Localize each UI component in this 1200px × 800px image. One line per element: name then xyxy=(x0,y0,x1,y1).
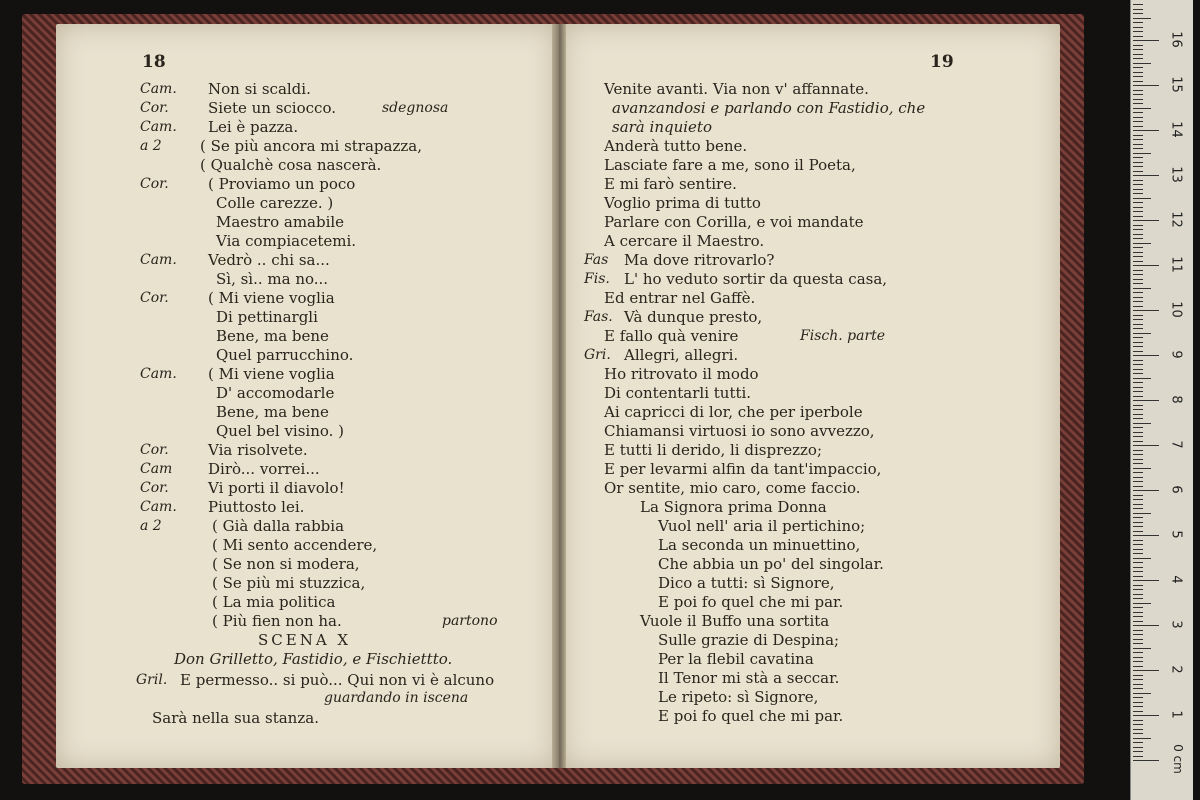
ruler-number: 7 xyxy=(1168,440,1184,449)
ruler-tick xyxy=(1133,567,1143,568)
verse-text: Venite avanti. Via non v' affannate. xyxy=(604,80,869,98)
ruler-tick xyxy=(1133,634,1143,635)
verse-text: ( Se più ancora mi strapazza, xyxy=(200,137,422,155)
ruler-tick xyxy=(1133,324,1143,325)
verse-text: Lei è pazza. xyxy=(208,118,299,136)
ruler-tick xyxy=(1133,756,1143,757)
verse-text: Quel parrucchino. xyxy=(216,346,354,364)
ruler-tick xyxy=(1133,373,1143,374)
ruler-tick xyxy=(1133,594,1143,595)
ruler-number: 6 xyxy=(1168,485,1184,494)
ruler-tick xyxy=(1133,648,1151,649)
ruler-tick xyxy=(1133,751,1143,752)
ruler-tick xyxy=(1133,22,1143,23)
ruler-tick xyxy=(1133,445,1159,446)
ruler-tick xyxy=(1133,490,1159,491)
ruler-tick xyxy=(1133,256,1143,257)
ruler-tick xyxy=(1133,126,1143,127)
ruler-tick xyxy=(1133,720,1143,721)
ruler-tick xyxy=(1133,409,1143,410)
ruler-tick xyxy=(1133,562,1143,563)
ruler-tick xyxy=(1133,243,1151,244)
ruler-tick xyxy=(1133,585,1143,586)
verse-text: Parlare con Corilla, e voi mandate xyxy=(604,213,864,231)
ruler-tick xyxy=(1133,558,1151,559)
ruler-tick xyxy=(1133,472,1143,473)
verse-text: Ed entrar nel Gaffè. xyxy=(604,289,756,307)
ruler-tick xyxy=(1133,261,1143,262)
ruler-tick xyxy=(1133,238,1143,239)
verse-text: Le ripeto: sì Signore, xyxy=(658,688,819,706)
ruler-tick xyxy=(1133,4,1143,5)
ruler-tick xyxy=(1133,522,1143,523)
verse-text: E poi fo quel che mi par. xyxy=(658,593,844,611)
ruler-tick xyxy=(1133,670,1159,671)
verse-text: Bene, ma bene xyxy=(216,327,329,345)
ruler-tick xyxy=(1133,463,1143,464)
ruler-tick xyxy=(1133,657,1143,658)
ruler-tick xyxy=(1133,9,1143,10)
ruler-tick xyxy=(1133,36,1143,37)
ruler-tick xyxy=(1133,180,1143,181)
ruler-tick xyxy=(1133,175,1159,176)
ruler-tick xyxy=(1133,85,1159,86)
ruler-tick xyxy=(1133,684,1143,685)
speaker-label: Fas xyxy=(584,252,609,268)
ruler-tick xyxy=(1133,553,1143,554)
ruler-tick xyxy=(1133,90,1143,91)
ruler-tick xyxy=(1133,679,1143,680)
ruler-tick xyxy=(1133,54,1143,55)
ruler-number: 12 xyxy=(1168,211,1184,228)
verse-text: Di contentarli tutti. xyxy=(604,384,752,402)
ruler-tick xyxy=(1133,117,1143,118)
ruler-tick xyxy=(1133,639,1143,640)
verse-text: E tutti li derido, li disprezzo; xyxy=(604,441,823,459)
ruler-tick xyxy=(1133,333,1151,334)
verse-text: Allegri, allegri. xyxy=(624,346,739,364)
verse-text: ( Più fien non ha. xyxy=(212,612,342,630)
ruler-tick xyxy=(1133,355,1159,356)
verse-text: ( Mi viene voglia xyxy=(208,365,335,383)
ruler-tick xyxy=(1133,184,1143,185)
ruler-tick xyxy=(1133,328,1143,329)
ruler-tick xyxy=(1133,450,1143,451)
ruler-tick xyxy=(1133,607,1143,608)
verse-text: Piuttosto lei. xyxy=(208,498,305,516)
verse-text: Quel bel visino. ) xyxy=(216,422,345,440)
ruler-tick xyxy=(1133,121,1143,122)
verse-text: Ho ritrovato il modo xyxy=(604,365,759,383)
verse-text: ( Proviamo un poco xyxy=(208,175,356,193)
ruler-tick xyxy=(1133,72,1143,73)
ruler-tick xyxy=(1133,207,1143,208)
verse-text: sarà inquieto xyxy=(612,118,712,136)
ruler-tick xyxy=(1133,171,1143,172)
ruler-tick xyxy=(1133,697,1143,698)
ruler-tick xyxy=(1133,589,1143,590)
ruler-tick xyxy=(1133,499,1143,500)
ruler-tick xyxy=(1133,387,1143,388)
verse-text: E per levarmi alfin da tant'impaccio, xyxy=(604,460,882,478)
speaker-label: Cor. xyxy=(140,442,169,458)
stage-direction: sdegnosa xyxy=(382,100,449,116)
speaker-label: Cam. xyxy=(140,366,177,382)
verse-text: E poi fo quel che mi par. xyxy=(658,707,844,725)
ruler-tick xyxy=(1133,351,1143,352)
ruler-tick xyxy=(1133,747,1143,748)
verse-text: ( Se non si modera, xyxy=(212,555,360,573)
verse-text: ( Se più mi stuzzica, xyxy=(212,574,366,592)
ruler-tick xyxy=(1133,153,1151,154)
ruler-tick xyxy=(1133,292,1143,293)
ruler-tick xyxy=(1133,729,1143,730)
ruler-tick xyxy=(1133,297,1143,298)
speaker-label: Cor. xyxy=(140,100,169,116)
ruler-number: 5 xyxy=(1168,530,1184,539)
ruler-tick xyxy=(1133,580,1159,581)
verse-text: Colle carezze. ) xyxy=(216,194,334,212)
ruler-number: 1 xyxy=(1168,710,1184,719)
ruler-tick xyxy=(1133,144,1143,145)
verse-text: Ai capricci di lor, che per iperbole xyxy=(604,403,863,421)
verse-text: Bene, ma bene xyxy=(216,403,329,421)
ruler-tick xyxy=(1133,625,1159,626)
verse-text: Sulle grazie di Despina; xyxy=(658,631,840,649)
verse-text: Maestro amabile xyxy=(216,213,345,231)
verse-text: Via risolvete. xyxy=(208,441,308,459)
verse-line: Sarà nella sua stanza. xyxy=(152,709,319,727)
verse-text: Vuol nell' aria il pertichino; xyxy=(658,517,866,535)
ruler-number: 8 xyxy=(1168,395,1184,404)
ruler-tick xyxy=(1133,724,1143,725)
ruler-tick xyxy=(1133,621,1143,622)
book-gutter xyxy=(552,24,566,768)
speaker-label: Fis. xyxy=(584,271,610,287)
ruler-tick xyxy=(1133,27,1143,28)
verse-text: L' ho veduto sortir da questa casa, xyxy=(624,270,888,288)
ruler-tick xyxy=(1133,315,1143,316)
ruler-tick xyxy=(1133,481,1143,482)
verse-text: Di pettinargli xyxy=(216,308,318,326)
ruler-tick xyxy=(1133,360,1143,361)
ruler-tick xyxy=(1133,310,1159,311)
ruler-tick xyxy=(1133,675,1143,676)
ruler-tick xyxy=(1133,517,1143,518)
ruler-tick xyxy=(1133,666,1143,667)
ruler-tick xyxy=(1133,81,1143,82)
ruler-number: 11 xyxy=(1168,256,1184,273)
ruler-tick xyxy=(1133,504,1143,505)
ruler-tick xyxy=(1133,630,1143,631)
verse-text: Dico a tutti: sì Signore, xyxy=(658,574,835,592)
stage-direction: partono xyxy=(442,613,498,629)
ruler-tick xyxy=(1133,495,1143,496)
ruler-tick xyxy=(1133,711,1143,712)
verse-text: Siete un sciocco. xyxy=(208,99,336,117)
ruler-tick xyxy=(1133,198,1151,199)
verse-text: ( Mi sento accendere, xyxy=(212,536,378,554)
ruler-tick xyxy=(1133,652,1143,653)
ruler-tick xyxy=(1133,702,1143,703)
ruler-tick xyxy=(1133,31,1143,32)
verse-text: Ma dove ritrovarlo? xyxy=(624,251,775,269)
ruler-tick xyxy=(1133,396,1143,397)
ruler-tick xyxy=(1133,301,1143,302)
ruler-number: 3 xyxy=(1168,620,1184,629)
ruler-number: 16 xyxy=(1168,31,1184,48)
ruler-number: 14 xyxy=(1168,121,1184,138)
speaker-label: Gril. xyxy=(136,672,168,688)
ruler-tick xyxy=(1133,688,1143,689)
verse-text: Lasciate fare a me, sono il Poeta, xyxy=(604,156,856,174)
ruler-number: 10 xyxy=(1168,301,1184,318)
speaker-label: Cor. xyxy=(140,176,169,192)
ruler-tick xyxy=(1133,342,1143,343)
ruler-tick xyxy=(1133,99,1143,100)
verse-text: Sì, sì.. ma no... xyxy=(216,270,329,288)
ruler-tick xyxy=(1133,760,1159,761)
ruler-tick xyxy=(1133,193,1143,194)
ruler-tick xyxy=(1133,157,1143,158)
ruler-tick xyxy=(1133,540,1143,541)
ruler-tick xyxy=(1133,108,1151,109)
ruler-tick xyxy=(1133,94,1143,95)
ruler-tick xyxy=(1133,139,1143,140)
ruler-tick xyxy=(1133,337,1143,338)
speaker-label: Cam xyxy=(140,461,173,477)
ruler-tick xyxy=(1133,76,1143,77)
scene-characters: Don Grilletto, Fastidio, e Fischiettto. xyxy=(174,650,453,668)
ruler-tick xyxy=(1133,706,1143,707)
ruler-tick xyxy=(1133,288,1151,289)
ruler-tick xyxy=(1133,382,1143,383)
verse-text: Anderà tutto bene. xyxy=(604,137,748,155)
ruler-tick xyxy=(1133,364,1143,365)
ruler-tick xyxy=(1133,508,1143,509)
ruler-tick xyxy=(1133,427,1143,428)
speaker-label: Cor. xyxy=(140,290,169,306)
ruler-tick xyxy=(1133,148,1143,149)
ruler-tick xyxy=(1133,535,1159,536)
ruler-tick xyxy=(1133,18,1151,19)
speaker-label: a 2 xyxy=(140,138,162,154)
ruler-tick xyxy=(1133,661,1143,662)
ruler-tick xyxy=(1133,252,1143,253)
scene-heading: SCENA X xyxy=(258,631,352,649)
ruler-tick xyxy=(1133,436,1143,437)
verse-text: Per la flebil cavatina xyxy=(658,650,814,668)
ruler-tick xyxy=(1133,486,1143,487)
ruler-tick xyxy=(1133,468,1151,469)
ruler-tick xyxy=(1133,216,1143,217)
ruler-tick xyxy=(1133,234,1143,235)
ruler-tick xyxy=(1133,225,1143,226)
ruler-tick xyxy=(1133,616,1143,617)
ruler-unit-label: 0 cm xyxy=(1170,744,1185,774)
ruler-tick xyxy=(1133,477,1143,478)
ruler-tick xyxy=(1133,571,1143,572)
verse-text: A cercare il Maestro. xyxy=(604,232,765,250)
ruler-tick xyxy=(1133,40,1159,41)
ruler-tick xyxy=(1133,598,1143,599)
ruler-tick xyxy=(1133,612,1143,613)
ruler-tick xyxy=(1133,220,1159,221)
ruler-tick xyxy=(1133,459,1143,460)
ruler-tick xyxy=(1133,526,1143,527)
ruler-tick xyxy=(1133,693,1151,694)
verse-text: D' accomodarle xyxy=(216,384,335,402)
ruler-number: 15 xyxy=(1168,76,1184,93)
ruler-number: 4 xyxy=(1168,575,1184,584)
verse-text: Chiamansi virtuosi io sono avvezzo, xyxy=(604,422,875,440)
ruler-tick xyxy=(1133,378,1151,379)
verse-text: avanzandosi e parlando con Fastidio, che xyxy=(612,99,926,117)
ruler-tick xyxy=(1133,58,1143,59)
verse-text: E permesso.. si può... Qui non vi è alcuno xyxy=(180,671,495,689)
page-number: 18 xyxy=(142,52,166,72)
ruler-tick xyxy=(1133,423,1151,424)
verse-text: La Signora prima Donna xyxy=(640,498,827,516)
ruler-tick xyxy=(1133,369,1143,370)
ruler-tick xyxy=(1133,13,1143,14)
verse-text: E fallo quà venire xyxy=(604,327,739,345)
ruler-tick xyxy=(1133,247,1143,248)
verse-text: Dirò... vorrei... xyxy=(208,460,320,478)
verse-text: Voglio prima di tutto xyxy=(604,194,761,212)
speaker-label: Cor. xyxy=(140,480,169,496)
measurement-ruler xyxy=(1130,0,1193,800)
ruler-tick xyxy=(1133,130,1159,131)
ruler-tick xyxy=(1133,103,1143,104)
ruler-tick xyxy=(1133,67,1143,68)
ruler-tick xyxy=(1133,513,1151,514)
verse-text: E mi farò sentire. xyxy=(604,175,737,193)
speaker-label: Cam. xyxy=(140,81,177,97)
ruler-tick xyxy=(1133,274,1143,275)
ruler-tick xyxy=(1133,346,1143,347)
verse-text: ( Già dalla rabbia xyxy=(212,517,345,535)
ruler-tick xyxy=(1133,405,1143,406)
ruler-tick xyxy=(1133,544,1143,545)
ruler-tick xyxy=(1133,715,1159,716)
verse-text: ( La mia politica xyxy=(212,593,336,611)
stage-direction: Fisch. parte xyxy=(800,328,886,344)
speaker-label: a 2 xyxy=(140,518,162,534)
ruler-tick xyxy=(1133,306,1143,307)
ruler-tick xyxy=(1133,391,1143,392)
verse-text: ( Mi viene voglia xyxy=(208,289,335,307)
ruler-tick xyxy=(1133,265,1159,266)
verse-text: Or sentite, mio caro, come faccio. xyxy=(604,479,861,497)
stage-direction: guardando in iscena xyxy=(324,690,469,706)
verse-text: La seconda un minuettino, xyxy=(658,536,861,554)
ruler-tick xyxy=(1133,576,1143,577)
ruler-tick xyxy=(1133,454,1143,455)
ruler-tick xyxy=(1133,531,1143,532)
verse-text: Il Tenor mi stà a seccar. xyxy=(658,669,840,687)
speaker-label: Fas. xyxy=(584,309,613,325)
ruler-tick xyxy=(1133,211,1143,212)
verse-text: Che abbia un po' del singolar. xyxy=(658,555,884,573)
ruler-tick xyxy=(1133,49,1143,50)
left-page xyxy=(56,24,556,768)
verse-text: Non si scaldi. xyxy=(208,80,311,98)
ruler-tick xyxy=(1133,63,1151,64)
ruler-tick xyxy=(1133,45,1143,46)
ruler-tick xyxy=(1133,733,1143,734)
ruler-tick xyxy=(1133,319,1143,320)
ruler-tick xyxy=(1133,112,1143,113)
page-number: 19 xyxy=(930,52,954,72)
ruler-tick xyxy=(1133,270,1143,271)
ruler-tick xyxy=(1133,135,1143,136)
right-page xyxy=(562,24,1060,768)
ruler-tick xyxy=(1133,414,1143,415)
ruler-tick xyxy=(1133,738,1151,739)
verse-text: Vi porti il diavolo! xyxy=(208,479,345,497)
right-page-text xyxy=(562,24,1060,768)
ruler-tick xyxy=(1133,229,1143,230)
verse-text: ( Qualchè cosa nascerà. xyxy=(200,156,382,174)
verse-text: Vuole il Buffo una sortita xyxy=(640,612,830,630)
ruler-number: 13 xyxy=(1168,166,1184,183)
speaker-label: Gri. xyxy=(584,347,611,363)
ruler-tick xyxy=(1133,418,1143,419)
ruler-tick xyxy=(1133,643,1143,644)
ruler-tick xyxy=(1133,202,1143,203)
ruler-tick xyxy=(1133,742,1143,743)
ruler-tick xyxy=(1133,549,1143,550)
ruler-tick xyxy=(1133,283,1143,284)
ruler-number: 2 xyxy=(1168,665,1184,674)
ruler-tick xyxy=(1133,189,1143,190)
verse-text: Vedrò .. chi sa... xyxy=(208,251,330,269)
ruler-number: 9 xyxy=(1168,350,1184,359)
ruler-tick xyxy=(1133,432,1143,433)
ruler-tick xyxy=(1133,441,1143,442)
ruler-tick xyxy=(1133,400,1159,401)
ruler-tick xyxy=(1133,162,1143,163)
left-page-text xyxy=(56,24,556,768)
verse-text: Và dunque presto, xyxy=(624,308,763,326)
ruler-tick xyxy=(1133,279,1143,280)
ruler-tick xyxy=(1133,166,1143,167)
speaker-label: Cam. xyxy=(140,252,177,268)
ruler-tick xyxy=(1133,603,1151,604)
speaker-label: Cam. xyxy=(140,119,177,135)
speaker-label: Cam. xyxy=(140,499,177,515)
verse-text: Via compiacetemi. xyxy=(216,232,357,250)
